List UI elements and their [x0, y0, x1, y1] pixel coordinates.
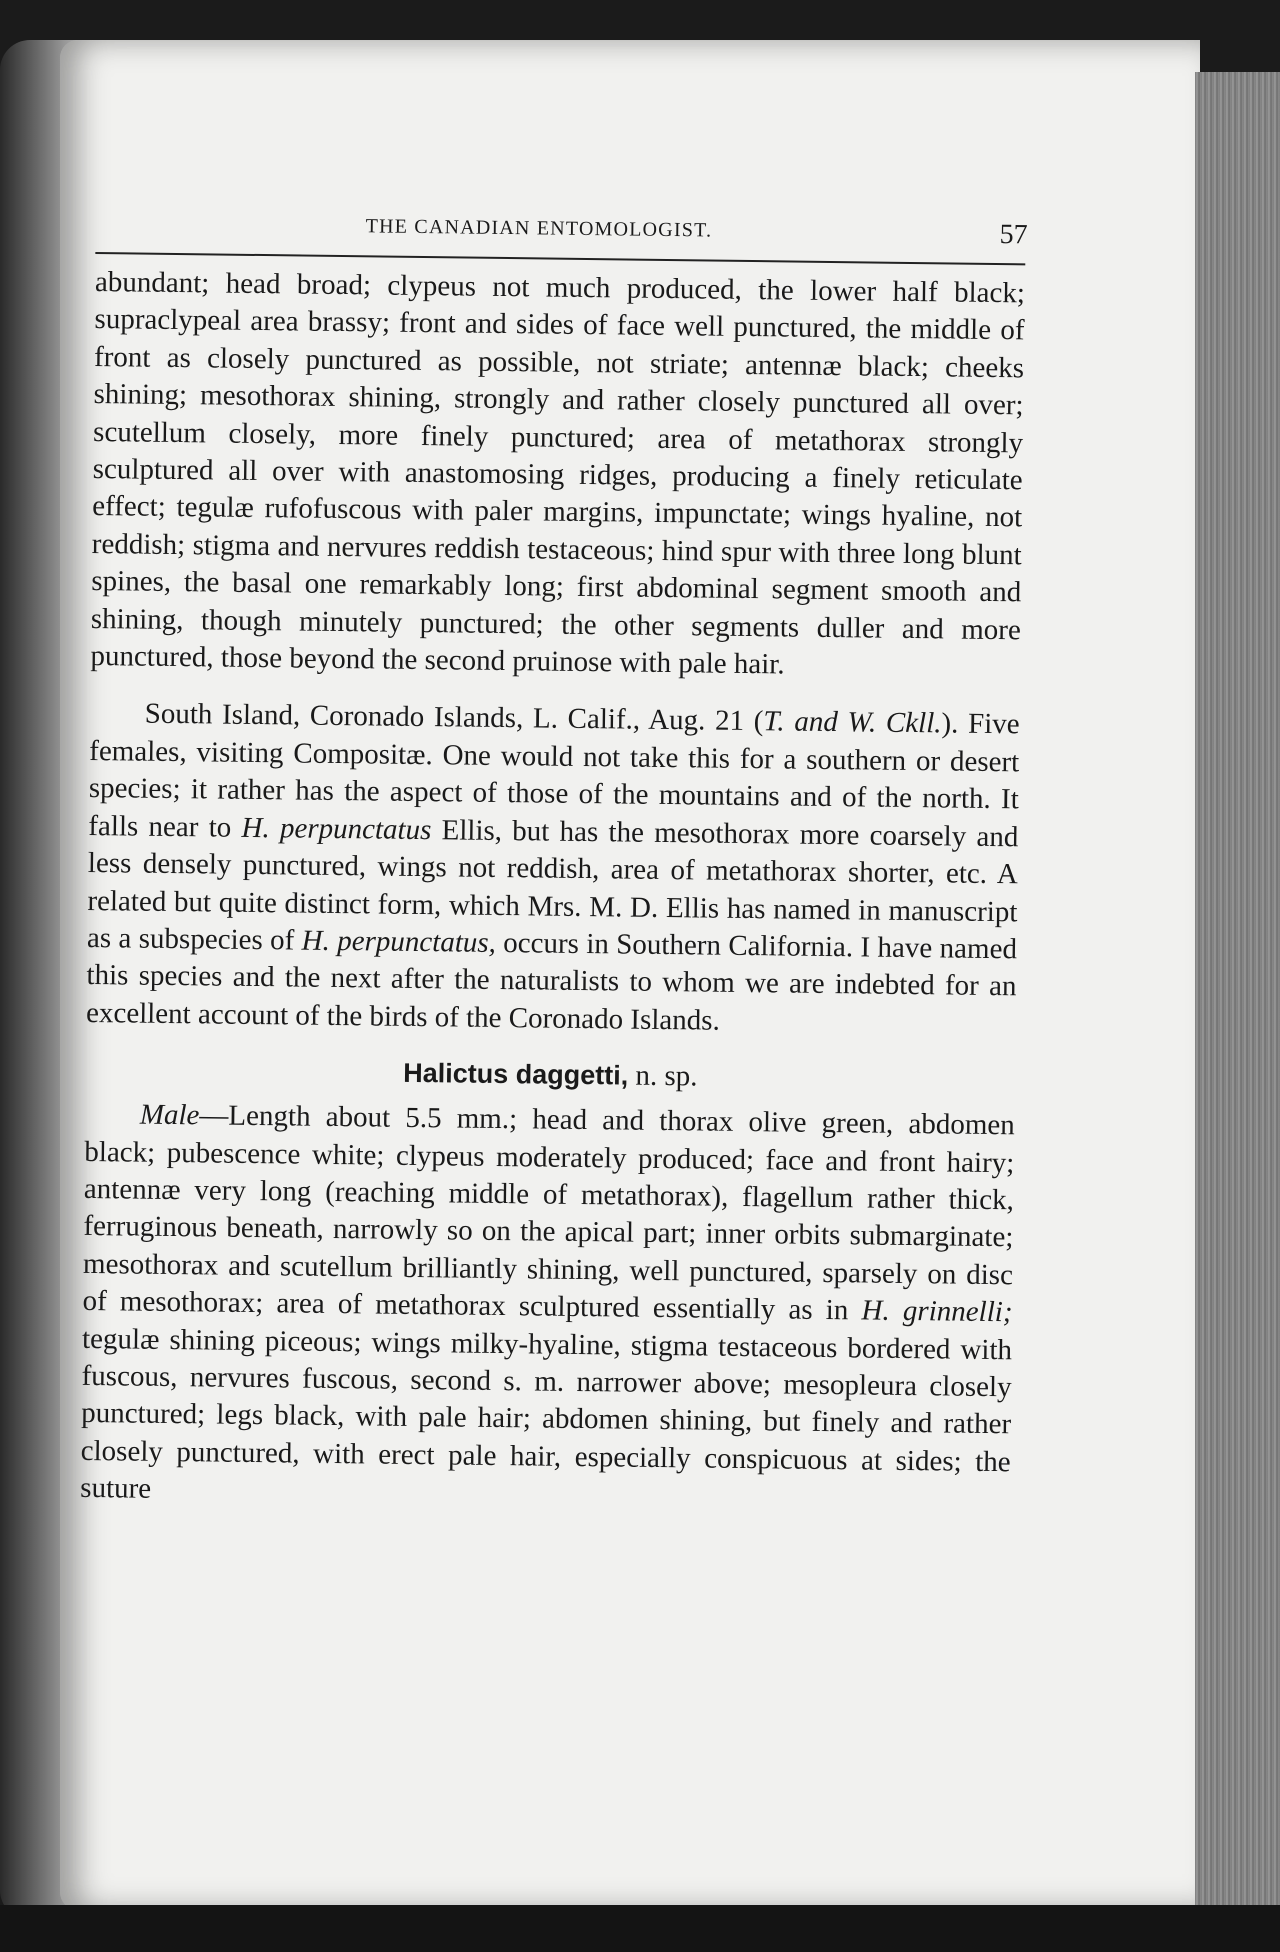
bottom-shadow — [0, 1905, 1280, 1952]
species-heading — [85, 1050, 1015, 1099]
locality-text-1: South Island, Coronado Islands, L. Calif., Aug. 21 ( — [144, 698, 764, 738]
running-title: THE CANADIAN ENTOMOLOGIST. — [365, 215, 713, 242]
species-ref-2: H. perpunctatus, — [301, 924, 497, 959]
locality-text-2: ). Five females, visiting Compositæ. One would not take this for a southern or desert species; it rather has the aspect of those of the mountains and of the north. It falls near to — [88, 707, 1020, 844]
sex-label: Male — [139, 1098, 200, 1132]
paragraph-continued: abundant; head broad; clypeus not much produced, the lower half black; supraclypeal area brassy; front and sides of face well punctured, the middle of front as closely punctured as possible, not striate; antennæ black; cheeks shining; mesothorax shining, strongly and rather closely punctured all over; scutellum closely, more finely punctured; area of metathorax strongly sculptured all over with anastomosing ridges, producing a finely reticulate effect; tegulæ rufofuscous with paler margins, impunctate; wings hyaline, not reddish; stigma and nervures reddish testaceous; hind spur with three long blunt spines, the basal one remarkably long; first abdominal segment smooth and shining, though minutely punctured; the other segments duller and more punctured, those beyond the second pruinose with pale hair. — [90, 265, 1026, 681]
locality-text-4: occurs in Southern California. I have named this species and the next after the naturalists to whom we are indebted for an excellent account of the birds of the Coronado Islands. — [85, 926, 1018, 1037]
locality-text-3: Ellis, but has the mesothorax more coarsely and less densely punctured, wings not reddish, area of metathorax shorter, etc. A related but quite distinct form, which Mrs. M. D. Ellis has named in manuscript as a subspecies of — [86, 813, 1019, 957]
running-head — [95, 200, 1026, 259]
page-number: 57 — [999, 219, 1028, 251]
species-ref-3: H. grinnelli; — [861, 1294, 1013, 1329]
description-text-2: tegulæ shining piceous; wings milky-hyaline, stigma testaceous bordered with fuscous, nervures fuscous, second s. m. narrower above; mesopleura closely punctured; legs black, with pale hair; abdomen shining, but finely and rather closely punctured, with erect pale hair, especially conspicuous at sides; the suture — [80, 1322, 1013, 1505]
paragraph-description — [80, 1096, 1015, 1519]
species-name: Halictus daggetti, — [403, 1057, 629, 1091]
book-right-edge — [1195, 72, 1280, 1912]
paragraph-locality — [86, 695, 1020, 1043]
species-suffix: n. sp. — [628, 1059, 698, 1093]
page-content — [80, 200, 1026, 1519]
species-ref-1: H. perpunctatus — [241, 811, 432, 846]
description-text-1: —Length about 5.5 mm.; head and thorax olive green, abdomen black; pubescence white; clypeus moderately produced; face and front hairy; antennæ very long (reaching middle of metathorax), flagellum rather thick, ferruginous beneath, narrowly so on the apical part; inner orbits submarginate; mesothorax and scutellum brilliantly shining, well punctured, sparsely on disc of mesothorax; area of metathorax sculptured essentially as in — [82, 1099, 1015, 1327]
collectors: T. and W. Ckll. — [763, 705, 942, 740]
